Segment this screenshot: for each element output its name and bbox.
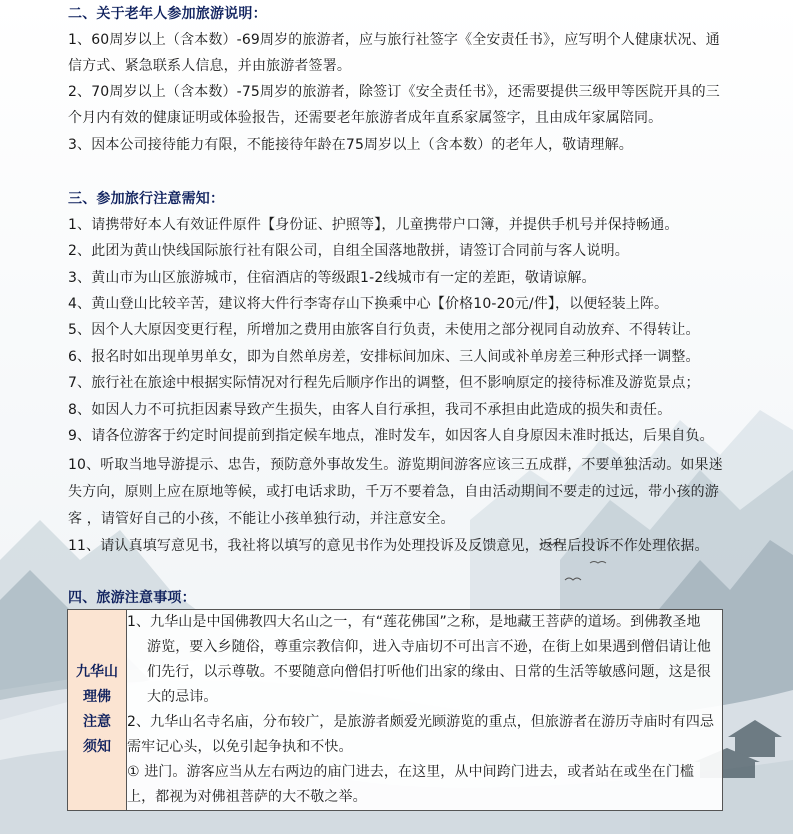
- notes-body-cell: [127, 610, 723, 811]
- section-3-line: 失方向，原则上应在原地等候，或打电话求助，千万不要着急，自由活动期间不要走的过远，带小孩的游: [68, 484, 719, 500]
- section-3-line: 2、此团为黄山快线国际旅行社有限公司，自组全国落地散拼，请签订合同前与客人说明。: [68, 243, 629, 259]
- section-2-line: 2、70周岁以上（含本数）-75周岁的旅游者，除签订《安全责任书》，还需要提供三级甲等医院开具的三: [68, 84, 720, 100]
- section-3-line: 7、旅行社在旅途中根据实际情况对行程先后顺序作出的调整，但不影响原定的接待标准及游览景点；: [68, 375, 700, 391]
- travel-notes-table: [67, 609, 723, 811]
- notes-label-cell: [68, 610, 127, 811]
- notes-line: 们先行，以示尊敬。不要随意向僧侣打听他们出家的缘由、日常的生活等敏感问题，这是很: [147, 664, 711, 680]
- notes-line: 游览，要入乡随俗，尊重宗教信仰，进入寺庙切不可出言不逊，在街上如果遇到僧侣请让他: [147, 639, 711, 655]
- section-3-line: 客 ，请管好自己的小孩，不能让小孩单独行动，并注意安全。: [68, 511, 455, 527]
- notes-line: 需牢记心头，以免引起争执和不快。: [127, 739, 353, 755]
- notes-label: 注意: [83, 714, 111, 730]
- section-2-line: 3、因本公司接待能力有限，不能接待年龄在75周岁以上（含本数）的老年人，敬请理解。: [68, 137, 633, 153]
- section-3-line: 1、请携带好本人有效证件原件【身份证、护照等】，儿童携带户口簿，并提供手机号并保持畅通。: [68, 217, 679, 233]
- notes-line: 2、九华山名寺名庙，分布较广，是旅游者颇爱光顾游览的重点，但旅游者在游历寺庙时有四忌: [127, 714, 715, 730]
- notes-line: 上，都视为对佛祖菩萨的大不敬之举。: [127, 789, 367, 805]
- section-3-line: 3、黄山市为山区旅游城市，住宿酒店的等级跟1-2线城市有一定的差距，敬请谅解。: [68, 270, 596, 286]
- notes-line: 1、九华山是中国佛教四大名山之一，有“莲花佛国”之称，是地藏王菩萨的道场。到佛教圣地: [127, 614, 701, 630]
- section-3-line: 9、请各位游客于约定时间提前到指定候车地点，准时发车，如因客人自身原因未准时抵达，后果自负。: [68, 428, 714, 444]
- section-2-line: 1、60周岁以上（含本数）-69周岁的旅游者，应与旅行社签字《全安责任书》，应写明个人健康状况、通: [68, 32, 720, 48]
- notes-label: 须知: [83, 739, 111, 755]
- section-2-line: 信方式、紧急联系人信息，并由旅游者签署。: [68, 58, 351, 74]
- section-3-line: 4、黄山登山比较辛苦，建议将大件行李寄存山下换乘中心【价格10-20元/件】，以便轻装上阵。: [68, 296, 669, 312]
- section-4-heading: 四、旅游注意事项：: [68, 590, 196, 606]
- notes-label: 理佛: [83, 689, 111, 705]
- section-3-line: 6、报名时如出现单男单女，即为自然单房差，安排标间加床、三人间或补单房差三种形式择一调整。: [68, 349, 700, 365]
- notes-line: ① 进门。游客应当从左右两边的庙门进去，在这里，从中间跨门进去，或者站在或坐在门槛: [127, 764, 695, 780]
- section-3-line: 5、因个人大原因变更行程，所增加之费用由旅客自行负责，未使用之部分视同自动放弃、不得转让。: [68, 322, 700, 338]
- section-3-line: 11、请认真填写意见书，我社将以填写的意见书作为处理投诉及反馈意见，返程后投诉不作处理依据。: [68, 538, 709, 554]
- section-2-heading: 二、关于老年人参加旅游说明：: [68, 6, 267, 22]
- section-3-line: 10、听取当地导游提示、忠告，预防意外事故发生。游览期间游客应该三五成群，不要单独活动。如果迷: [68, 457, 723, 473]
- notes-label: 九华山: [76, 664, 118, 680]
- notes-line: 大的忌讳。: [147, 689, 218, 705]
- section-3-line: 8、如因人力不可抗拒因素导致产生损失，由客人自行承担，我司不承担由此造成的损失和责任。: [68, 402, 672, 418]
- section-2-line: 个月内有效的健康证明或体验报告，还需要老年旅游者成年直系家属签字，且由成年家属陪同。: [68, 110, 663, 126]
- section-3-heading: 三、参加旅行注意需知：: [68, 191, 225, 207]
